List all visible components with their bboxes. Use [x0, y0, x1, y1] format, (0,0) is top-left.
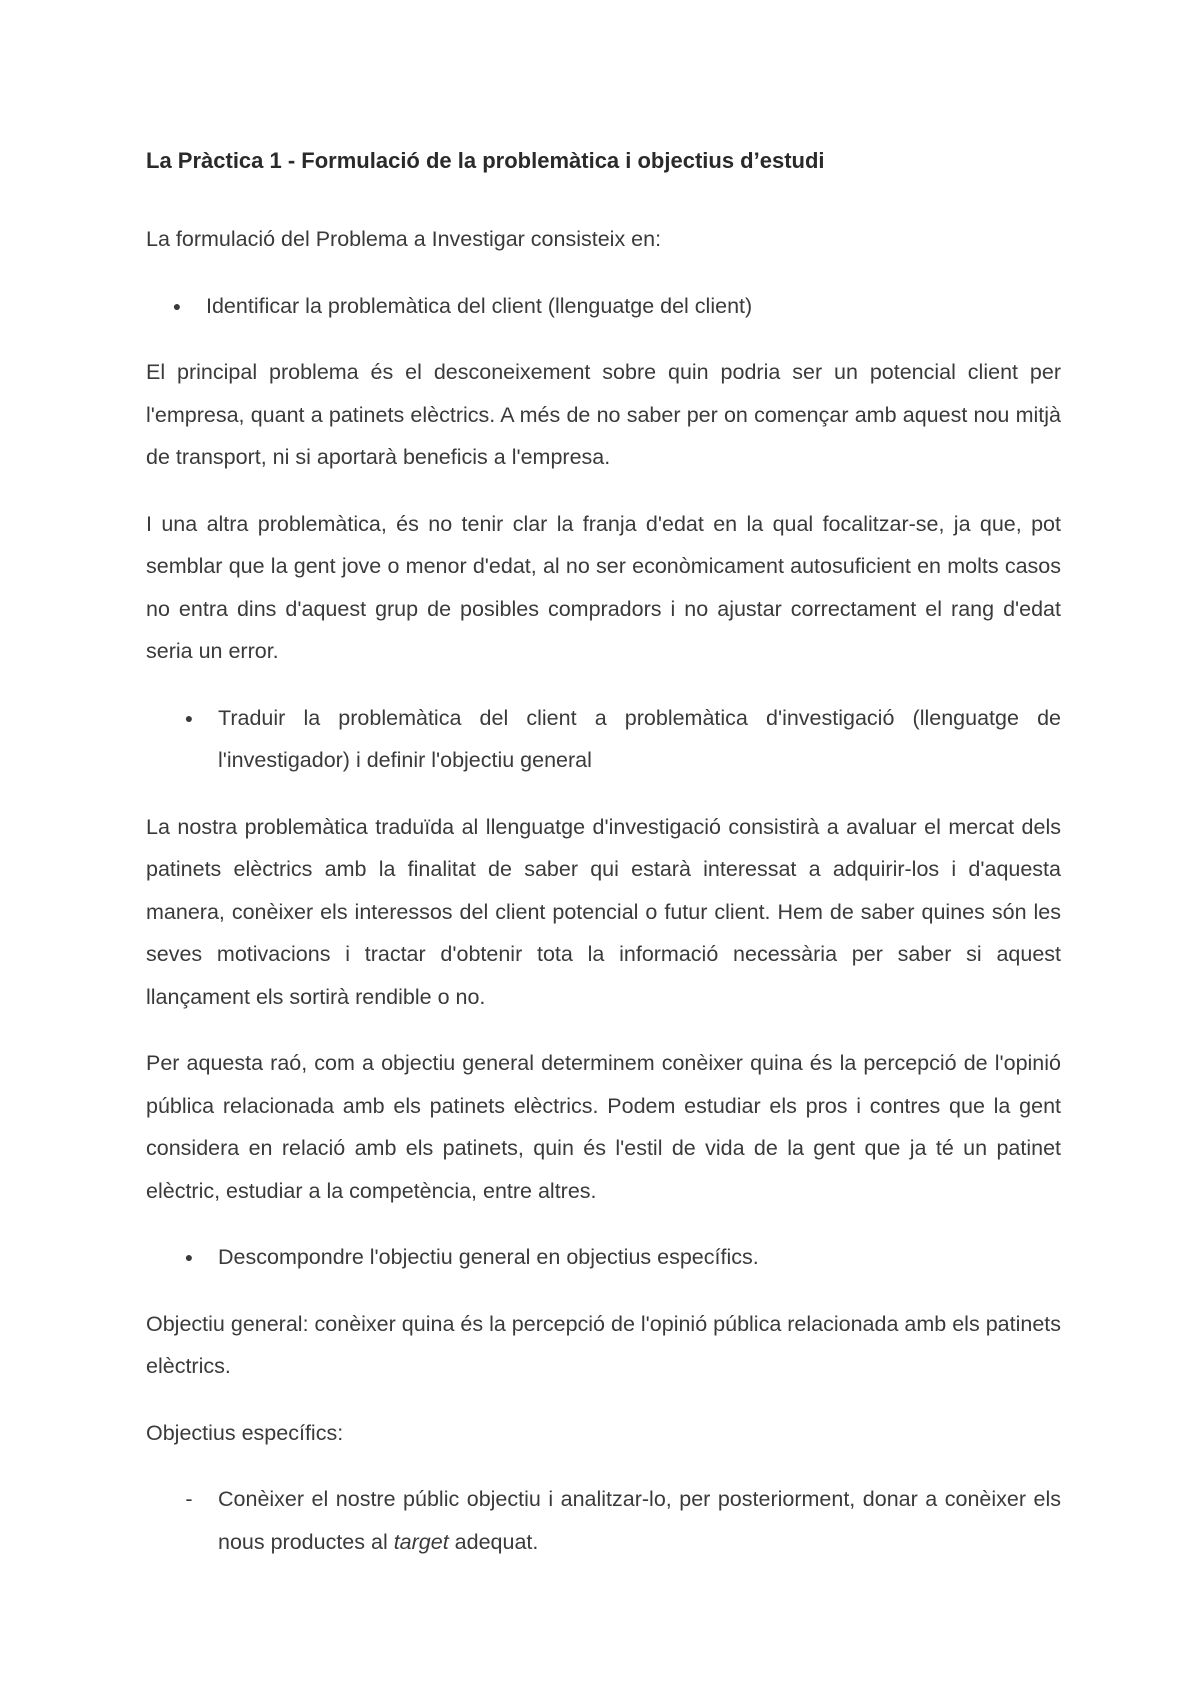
bullet-item-3: [146, 1236, 1061, 1279]
bullet-icon: ●: [172, 297, 182, 314]
dash-icon: -: [185, 1487, 193, 1511]
dash-text-1-italic: target: [393, 1529, 449, 1554]
paragraph-2: I una altra problemàtica, és no tenir clar la franja d'edat en la qual focalitzar-se, ja que, pot semblar que la gent jove o menor d'edat, al no ser econòmicament autosuficient en molts casos no entra dins d'aquest grup de posibles compradors i no ajustar correctament el rang d'edat seria un error.: [146, 511, 1061, 663]
document-page: [146, 140, 1061, 1587]
document-title: La Pràctica 1 - Formulació de la problemàtica i objectius d’estudi: [146, 148, 825, 173]
dash-text-1-start: Conèixer el nostre públic objectiu i analitzar-lo, per posteriorment, donar a conèixer els nous productes al: [218, 1487, 1061, 1554]
dash-text-1: [218, 1478, 1061, 1563]
dash-item-1: [146, 1478, 1061, 1563]
bullet-icon: ●: [184, 709, 194, 726]
dash-text-1-end: adequat.: [448, 1529, 539, 1554]
intro-paragraph: La formulació del Problema a Investigar consisteix en:: [146, 227, 662, 251]
paragraph-1: El principal problema és el desconeixement sobre quin podria ser un potencial client per l'empresa, quant a patinets elèctrics. A més de no saber per on començar amb aquest nou mitjà de transport, ni si aportarà beneficis a l'empresa.: [146, 360, 1061, 469]
bullet-icon: ●: [184, 1249, 194, 1265]
bullet-text-1: Identificar la problemàtica del client (llenguatge del client): [206, 293, 753, 318]
bullet-text-3: Descompondre l'objectiu general en objectius específics.: [218, 1245, 759, 1269]
paragraph-4: Per aquesta raó, com a objectiu general determinem conèixer quina és la percepció de l'opinió pública relacionada amb els patinets elèctrics. Podem estudiar els pros i contres que la gent considera en relació amb els patinets, quin és l'estil de vida de la gent que ja té un patinet elèctric, estudiar a la competència, entre altres.: [146, 1051, 1061, 1203]
bullet-text-2: Traduir la problemàtica del client a problemàtica d'investigació (llenguatge de l'investigador) i definir l'objectiu general: [218, 705, 1061, 772]
bullet-item-2: [146, 697, 1061, 782]
paragraph-6: Objectius específics:: [146, 1420, 344, 1445]
paragraph-3: La nostra problemàtica traduïda al llenguatge d'investigació consistirà a avaluar el mercat dels patinets elèctrics amb la finalitat de saber qui estarà interessat a adquirir-los i d'aquesta manera, conèixer els interessos del client potencial o futur client. Hem de saber quines són les seves motivacions i tractar d'obtenir tota la informació necessària per saber si aquest llançament els sortirà rendible o no.: [146, 814, 1061, 1009]
bullet-item-1: [146, 285, 1061, 328]
paragraph-5: Objectiu general: conèixer quina és la percepció de l'opinió pública relacionada amb els patinets elèctrics.: [146, 1311, 1061, 1378]
